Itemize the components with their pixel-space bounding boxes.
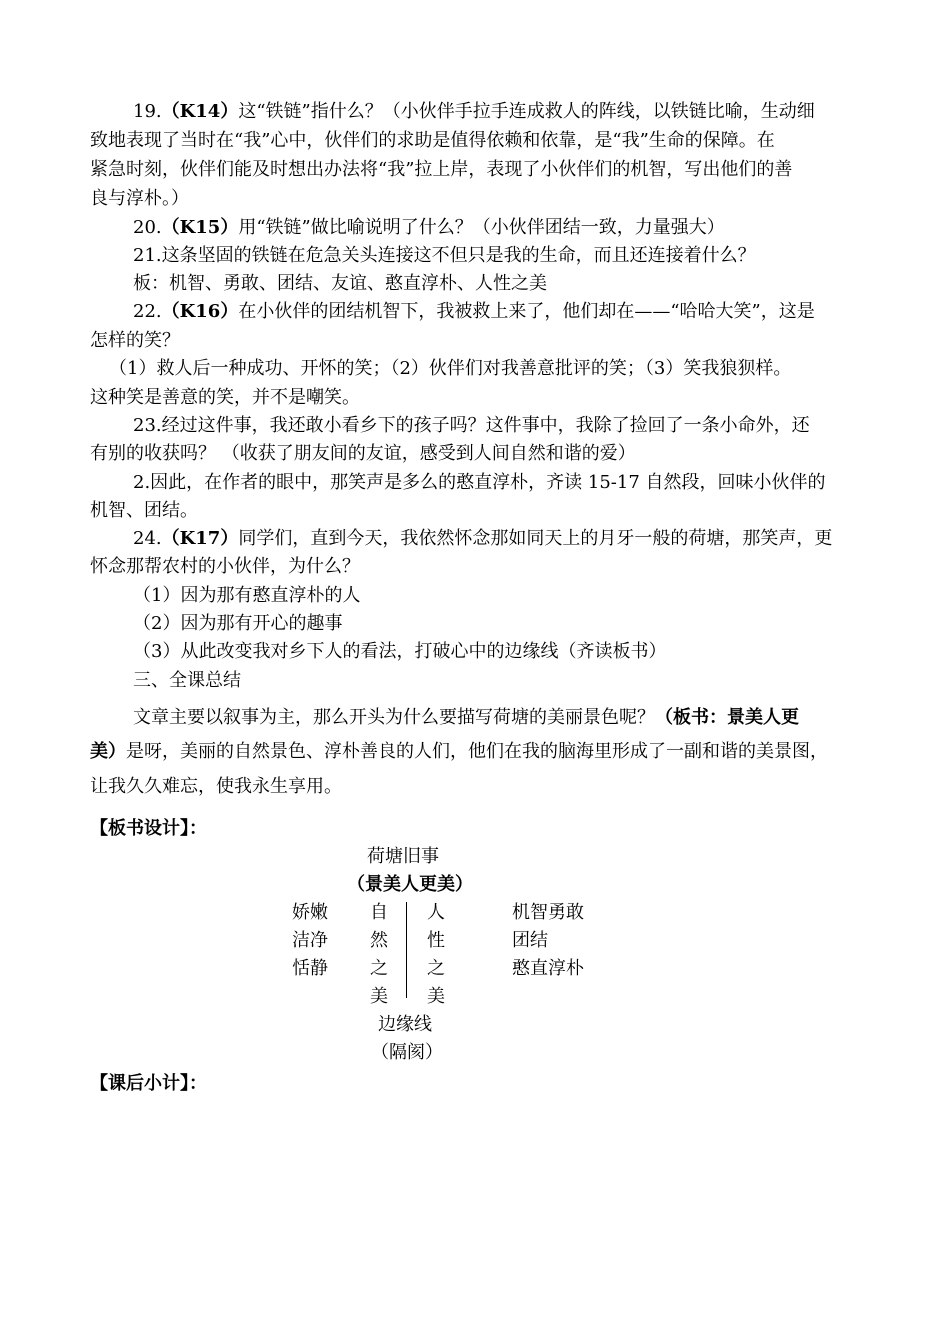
summary-line-1	[133, 703, 799, 733]
item-number: 20.	[133, 217, 162, 238]
item-22-line-1	[133, 298, 815, 327]
item-22-line-4: 这种笑是善意的笑，并不是嘲笑。	[90, 387, 360, 408]
item-number: 19.	[133, 101, 162, 122]
board-mid-right-char: 人	[427, 902, 445, 923]
after-class-heading: 【课后小计】：	[90, 1073, 207, 1094]
board-right-item: 憨直淳朴	[512, 958, 584, 979]
item-23-line-1: 23.经过这件事，我还敢小看乡下的孩子吗？这件事中，我除了捡回了一条小命外，还	[133, 415, 810, 436]
summary-text: 是呀，美丽的自然景色、淳朴善良的人们，他们在我的脑海里形成了一副和谐的美景图，	[126, 741, 828, 762]
board-right-item: 机智勇敢	[512, 902, 584, 923]
summary-line-3: 让我久久难忘，使我永生享用。	[90, 776, 342, 797]
board-bottom-sublabel: （隔阂）	[371, 1042, 443, 1063]
board-left-item: 娇嫩	[292, 902, 328, 923]
board-mid-left-char: 自	[370, 902, 388, 923]
summary-text: 文章主要以叙事为主，那么开头为什么要描写荷塘的美丽景色呢？	[133, 707, 655, 728]
board-subtitle: （景美人更美）	[347, 874, 473, 895]
board-mid-left-char: 然	[370, 930, 388, 951]
item-24-line-1	[133, 525, 832, 554]
item-text: 这“铁链”指什么？（小伙伴手拉手连成救人的阵线，以铁链比喻，生动细	[238, 101, 815, 122]
board-title: 荷塘旧事	[367, 846, 439, 867]
board-mid-left-char: 之	[370, 958, 388, 979]
summary-board-note: （板书：景美人更	[655, 707, 799, 728]
item-23-line-2: 有别的收获吗？ （收获了朋友间的友谊，感受到人间自然和谐的爱）	[90, 443, 636, 464]
item-19-line-1	[133, 98, 815, 127]
item-20-line	[133, 214, 725, 243]
item-tag: （K15）	[161, 217, 239, 238]
board-mid-right-char: 美	[427, 986, 445, 1007]
item-24-answer-2: （2）因为那有开心的趣事	[133, 613, 343, 634]
item-19-line-4: 良与淳朴。）	[90, 188, 189, 209]
board-note-line: 板：机智、勇敢、团结、友谊、憨直淳朴、人性之美	[133, 273, 547, 294]
board-mid-left-char: 美	[370, 986, 388, 1007]
item-21-line: 21.这条坚固的铁链在危急关头连接这不但只是我的生命，而且还连接着什么？	[133, 245, 756, 266]
item-tag: （K17）	[161, 528, 239, 549]
item-number: 22.	[133, 301, 162, 322]
board-mid-right-char: 之	[427, 958, 445, 979]
summary-line-2	[90, 737, 828, 767]
item-number: 24.	[133, 528, 162, 549]
item-2-line-1: 2.因此，在作者的眼中，那笑声是多么的憨直淳朴，齐读 15-17 自然段，回味小伙伴的	[133, 472, 826, 493]
item-24-answer-3: （3）从此改变我对乡下人的看法，打破心中的边缘线（齐读板书）	[133, 641, 667, 662]
board-mid-right-char: 性	[427, 930, 445, 951]
item-tag: （K14）	[161, 101, 239, 122]
item-24-line-2: 怀念那帮农村的小伙伴，为什么？	[90, 556, 360, 577]
summary-board-note: 美）	[90, 741, 126, 762]
board-right-item: 团结	[512, 930, 548, 951]
board-design-heading: 【板书设计】：	[90, 818, 207, 839]
item-tag: （K16）	[161, 301, 239, 322]
item-text: 用“铁链”做比喻说明了什么？（小伙伴团结一致，力量强大）	[238, 217, 725, 238]
item-19-line-2: 致地表现了当时在“我”心中，伙伴们的求助是值得依赖和依靠，是“我”生命的保障。在	[90, 130, 775, 151]
board-left-item: 恬静	[292, 958, 328, 979]
item-2-line-2: 机智、团结。	[90, 500, 198, 521]
summary-heading: 三、全课总结	[133, 670, 241, 691]
board-bottom-label: 边缘线	[378, 1014, 432, 1035]
item-22-line-3: （1）救人后一种成功、开怀的笑；（2）伙伴们对我善意批评的笑；（3）笑我狼狈样。	[109, 358, 792, 379]
board-left-item: 洁净	[292, 930, 328, 951]
item-19-line-3: 紧急时刻，伙伴们能及时想出办法将“我”拉上岸，表现了小伙伴们的机智，写出他们的善	[90, 159, 793, 180]
item-text: 在小伙伴的团结机智下，我被救上来了，他们却在——“哈哈大笑”，这是	[238, 301, 815, 322]
item-text: 同学们，直到今天，我依然怀念那如同天上的月牙一般的荷塘，那笑声，更	[238, 528, 833, 549]
board-divider-line	[406, 902, 407, 998]
item-24-answer-1: （1）因为那有憨直淳朴的人	[133, 585, 361, 606]
item-22-line-2: 怎样的笑？	[90, 330, 180, 351]
